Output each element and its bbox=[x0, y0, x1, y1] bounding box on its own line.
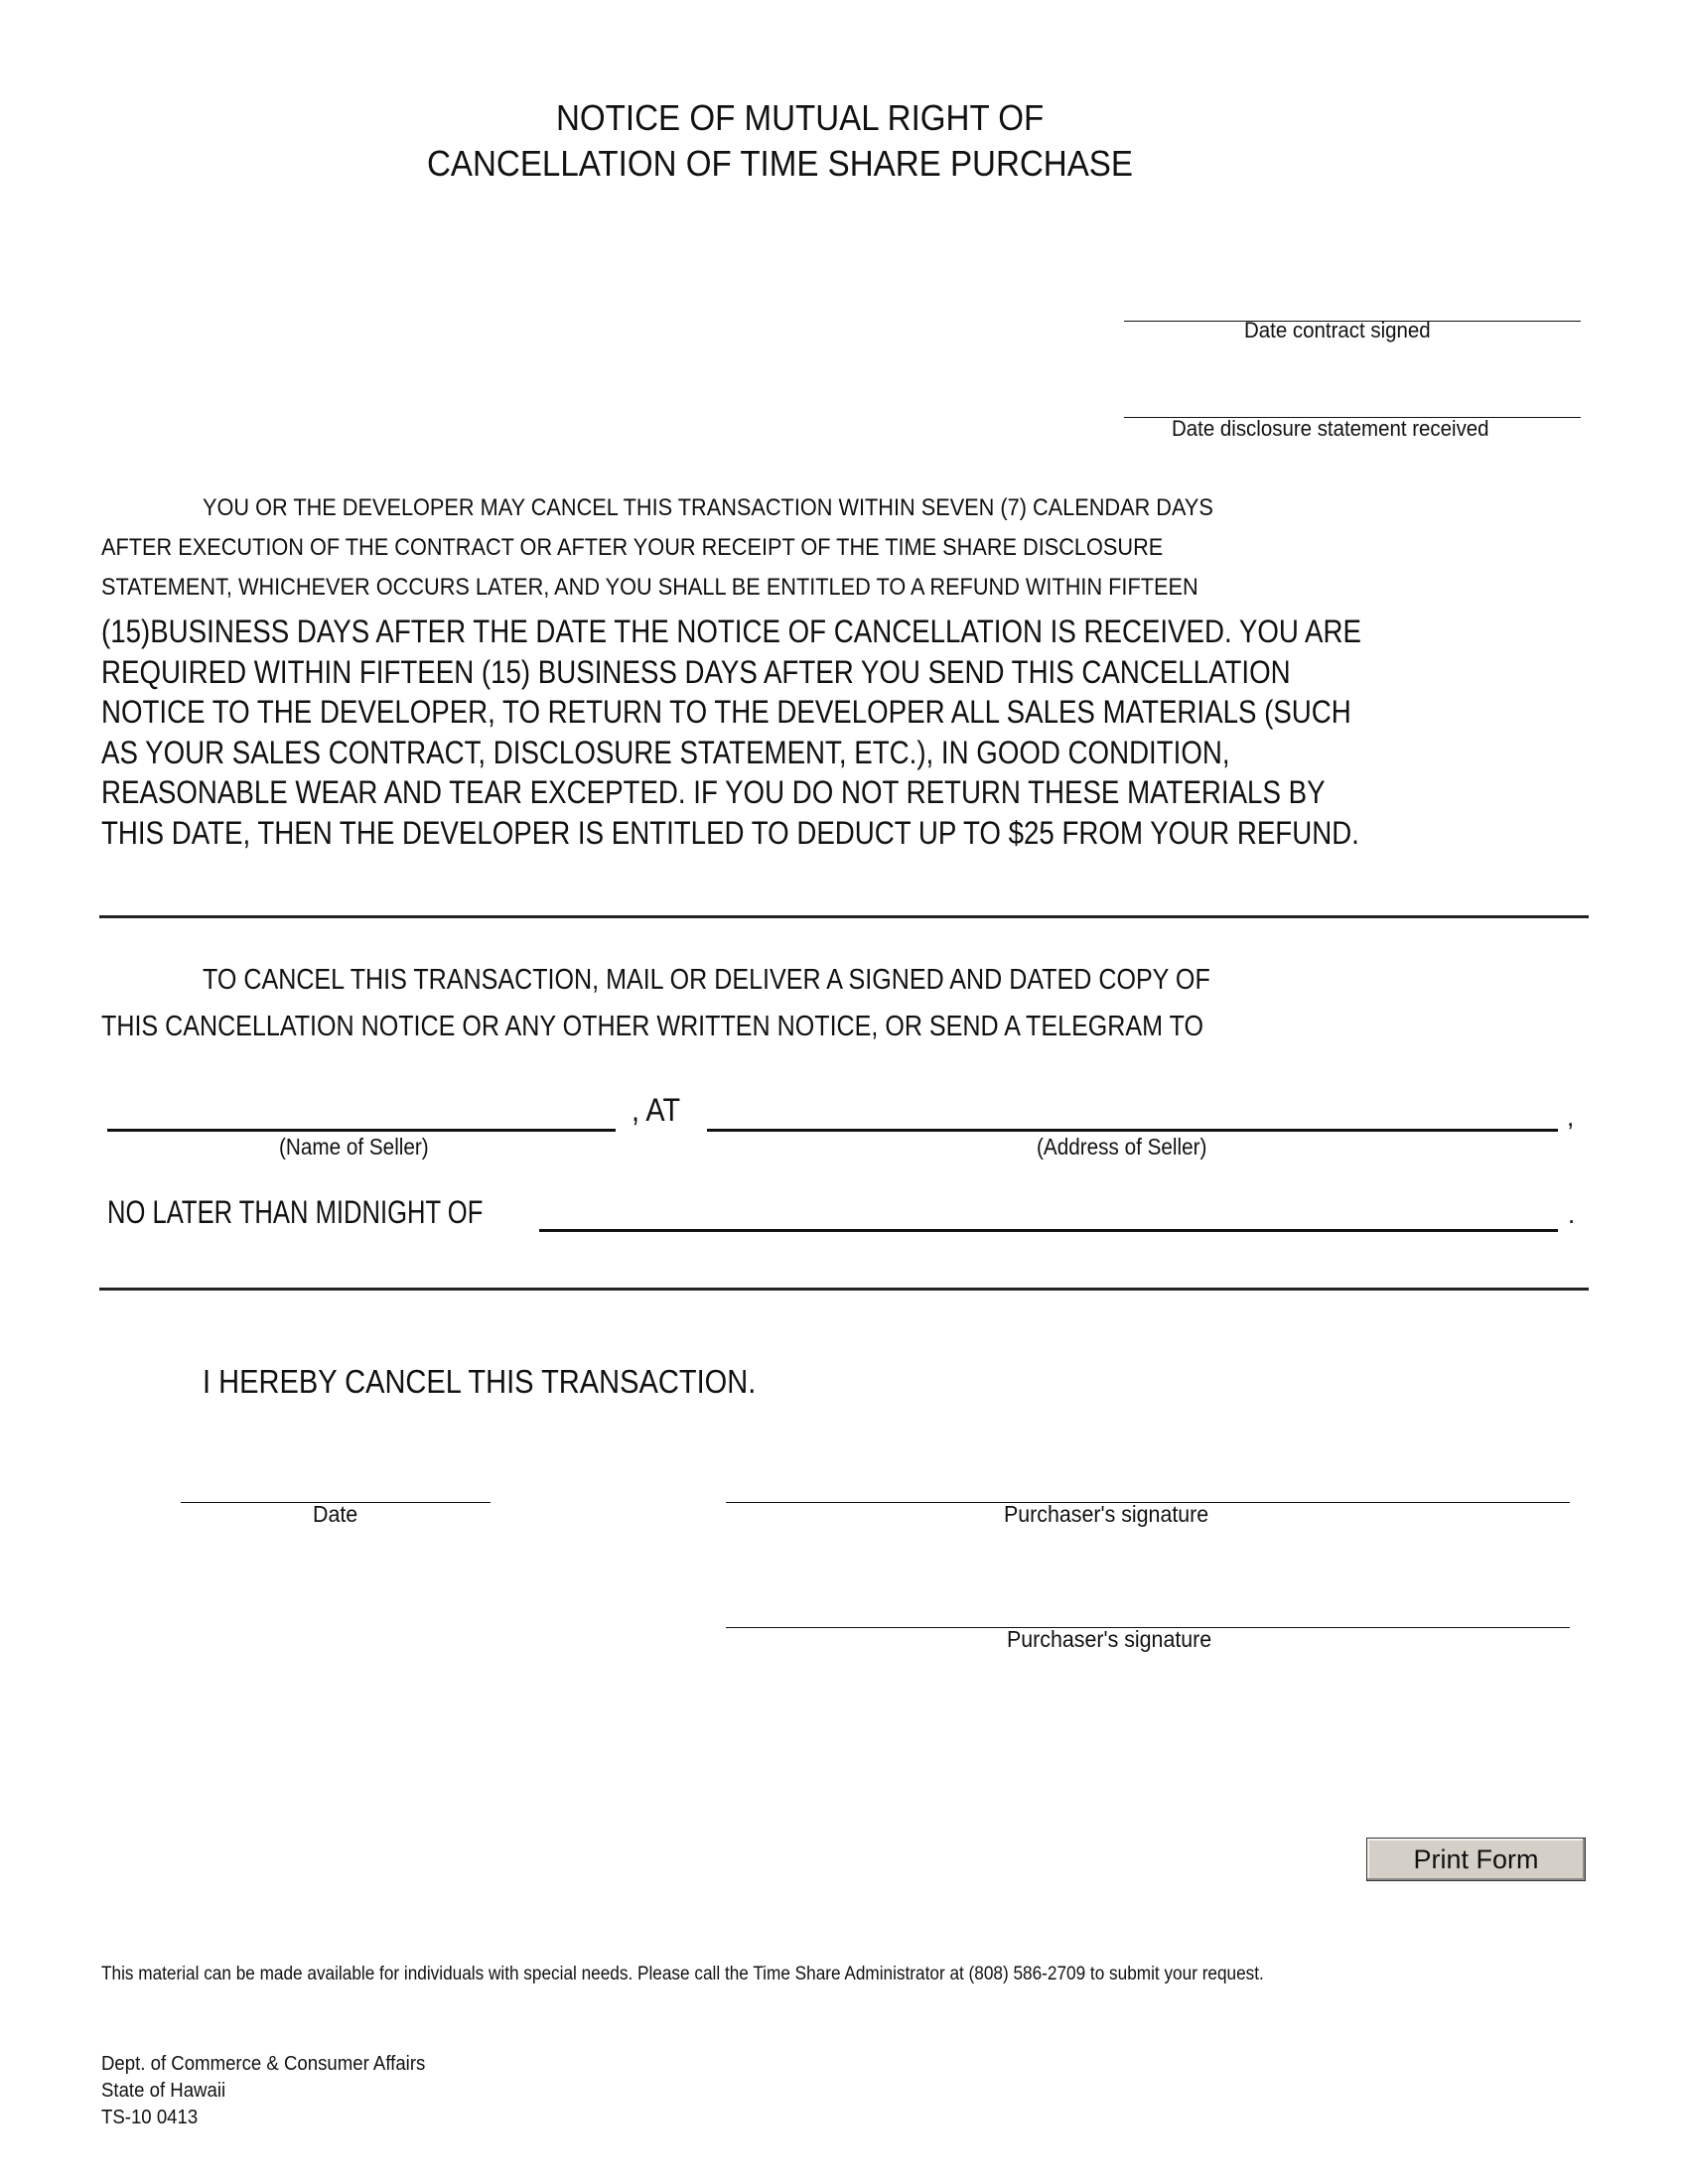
trailing-period: . bbox=[1568, 1199, 1576, 1229]
section-divider bbox=[99, 1288, 1589, 1291]
seller-name-field[interactable] bbox=[107, 1129, 616, 1132]
deadline-date-field[interactable] bbox=[539, 1229, 1558, 1232]
notice-line: REQUIRED WITHIN FIFTEEN (15) BUSINESS DAYS AFTER YOU SEND THIS CANCELLATION bbox=[101, 654, 1291, 690]
signature-date-label: Date bbox=[313, 1501, 358, 1527]
print-form-button[interactable]: Print Form bbox=[1366, 1838, 1586, 1881]
seller-name-label: (Name of Seller) bbox=[279, 1134, 429, 1160]
title-line-2: CANCELLATION OF TIME SHARE PURCHASE bbox=[427, 143, 1133, 184]
notice-line: (15)BUSINESS DAYS AFTER THE DATE THE NOTICE OF CANCELLATION IS RECEIVED. YOU ARE bbox=[101, 614, 1361, 649]
footer-form-id: TS-10 0413 bbox=[101, 2107, 199, 2128]
accessibility-notice: This material can be made available for individuals with special needs. Please call the Time Share Administrator at (808) 586-2709 to submit your request. bbox=[101, 1964, 1264, 1984]
at-text: , AT bbox=[632, 1092, 681, 1128]
title-line-1: NOTICE OF MUTUAL RIGHT OF bbox=[556, 97, 1045, 138]
cancel-statement: I HEREBY CANCEL THIS TRANSACTION. bbox=[203, 1363, 757, 1400]
trailing-comma: , bbox=[1567, 1102, 1575, 1132]
seller-address-label: (Address of Seller) bbox=[1037, 1134, 1207, 1160]
instructions-line: TO CANCEL THIS TRANSACTION, MAIL OR DELIVER A SIGNED AND DATED COPY OF bbox=[203, 964, 1210, 996]
footer-dept: Dept. of Commerce & Consumer Affairs bbox=[101, 2053, 426, 2075]
notice-line: THIS DATE, THEN THE DEVELOPER IS ENTITLED TO DEDUCT UP TO $25 FROM YOUR REFUND. bbox=[101, 815, 1359, 851]
purchaser-signature-1-label: Purchaser's signature bbox=[1004, 1501, 1209, 1527]
notice-line: STATEMENT, WHICHEVER OCCURS LATER, AND YOU SHALL BE ENTITLED TO A REFUND WITHIN FIFTEEN bbox=[101, 574, 1198, 601]
date-disclosure-received-label: Date disclosure statement received bbox=[1172, 416, 1489, 441]
date-contract-signed-label: Date contract signed bbox=[1244, 318, 1431, 342]
seller-address-field[interactable] bbox=[707, 1129, 1558, 1132]
notice-line: AS YOUR SALES CONTRACT, DISCLOSURE STATEMENT, ETC.), IN GOOD CONDITION, bbox=[101, 735, 1230, 770]
purchaser-signature-2-label: Purchaser's signature bbox=[1007, 1626, 1212, 1652]
instructions-line: THIS CANCELLATION NOTICE OR ANY OTHER WRITTEN NOTICE, OR SEND A TELEGRAM TO bbox=[101, 1011, 1203, 1042]
notice-line: NOTICE TO THE DEVELOPER, TO RETURN TO THE DEVELOPER ALL SALES MATERIALS (SUCH bbox=[101, 694, 1351, 730]
deadline-label: NO LATER THAN MIDNIGHT OF bbox=[107, 1194, 484, 1230]
notice-line: AFTER EXECUTION OF THE CONTRACT OR AFTER YOUR RECEIPT OF THE TIME SHARE DISCLOSURE bbox=[101, 534, 1164, 561]
footer-state: State of Hawaii bbox=[101, 2080, 226, 2102]
section-divider bbox=[99, 915, 1589, 918]
notice-line: REASONABLE WEAR AND TEAR EXCEPTED. IF YOU DO NOT RETURN THESE MATERIALS BY bbox=[101, 774, 1326, 810]
notice-line: YOU OR THE DEVELOPER MAY CANCEL THIS TRANSACTION WITHIN SEVEN (7) CALENDAR DAYS bbox=[203, 494, 1213, 521]
